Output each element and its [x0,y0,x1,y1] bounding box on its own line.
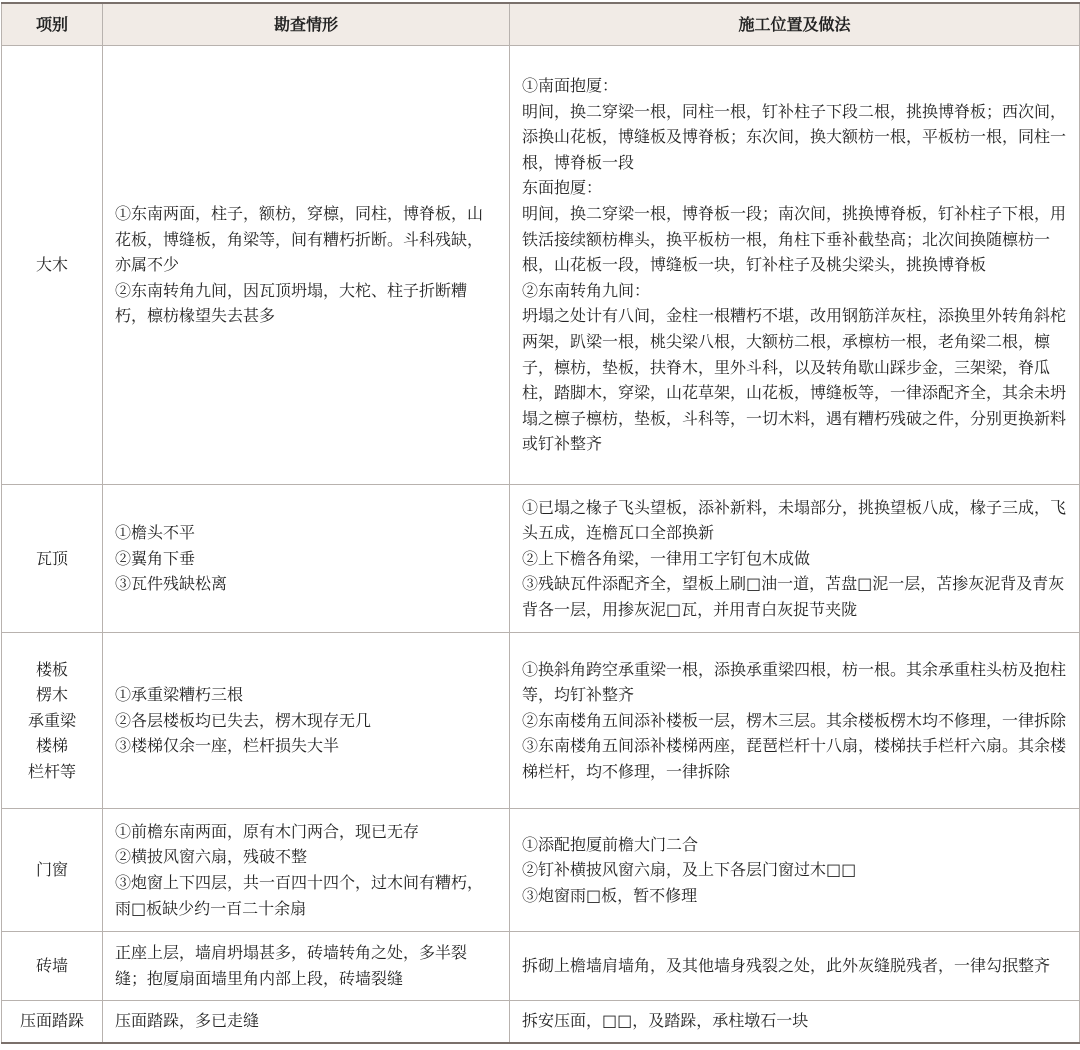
survey-text: ①东南两面，柱子，额枋，穿檩，同柱，博脊板，山花板，博缝板，角梁等，间有糟朽折断。斗科残缺，亦属不少 [115,204,484,275]
table-row [2,932,1080,1001]
survey-text: ②各层楼板均已失去，楞木现存无几 [115,710,372,730]
method-text: 明间，换二穿梁一根，同柱一根，钉补柱子下段二根，挑换博脊板；西次间，添换山花板，博缝板及博脊板；东次间，换大额枋一根，平板枋一根，同柱一根，博脊板一段 [522,101,1067,172]
table-row [2,809,1080,932]
method-text: ③东南楼角五间添补楼梯两座，琵琶栏杆十八扇，楼梯扶手栏杆六扇。其余楼梯栏杆，均不修理，一律拆除 [522,736,1067,781]
method-cell [510,809,1080,932]
category-cell [2,633,103,809]
category-label: 砖墙 [35,956,68,976]
survey-text: ③炮窗上下四层，共一百四十四个，过木间有糟朽，雨□板缺少约一百二十余扇 [115,873,484,918]
header-survey: 勘查情形 [103,3,510,46]
category-label: 承重梁 [27,710,76,730]
survey-text: ②东南转角九间，因瓦顶坍塌，大柁、柱子折断糟朽，檩枋椽望失去甚多 [115,280,468,326]
method-text: ②东南转角九间： [522,280,651,300]
category-label: 瓦顶 [35,548,68,568]
category-cell [2,485,103,633]
category-label: 楼板 [35,659,68,679]
category-cell [2,1001,103,1043]
method-text: ②上下檐各角梁，一律用工字钉包木成做 [522,548,811,568]
method-cell [510,932,1080,1001]
survey-cell [103,633,510,809]
method-text: ①南面抱厦： [522,76,619,96]
category-label: 楞木 [35,685,68,705]
category-label: 压面踏跺 [19,1011,84,1031]
survey-cell [103,485,510,633]
method-text: 坍塌之处计有八间，金柱一根糟朽不堪，改用钢筋洋灰柱，添换里外转角斜柁两架，趴梁一根，桃尖梁八根，大额枋二根，承檩枋一根，老角梁二根，檩子，檩枋，垫板，扶脊木，里外斗科，以及转角歇山踩步金，三架梁，脊瓜柱，踏脚木，穿梁，山花草架，山花板，博缝板等，一律添配齐全，其余未坍塌之檩子檩枋，垫板，斗科等，一切木料，遇有糟朽残破之件，分别更换新料或钉补整齐 [522,306,1067,454]
method-text: 明间，换二穿梁一根，博脊板一段；南次间，挑换博脊板，钉补柱子下根，用铁活接续额枋榫头，换平板枋一根，角柱下垂补截垫高；北次间换随檩枋一根，山花板一段，博缝板一块，钉补柱子及桃尖梁头，挑换博脊板 [522,204,1067,275]
survey-text: ③楼梯仅余一座，栏杆损失大半 [115,736,340,756]
table-row [2,46,1080,485]
method-cell [510,1001,1080,1043]
header-row [2,3,1080,46]
table-row [2,633,1080,809]
survey-text: 压面踏跺，多已走缝 [115,1011,260,1031]
header-method: 施工位置及做法 [510,3,1080,46]
table-row [2,485,1080,633]
method-text: ③残缺瓦件添配齐全，望板上刷□油一道，苫盘□泥一层，苫掺灰泥背及青灰背各一层，用掺灰泥□瓦，并用青白灰捉节夹陇 [522,574,1065,619]
method-text: ②钉补横披风窗六扇，及上下各层门窗过木□□ [522,860,857,880]
method-text: 拆安压面，□□，及踏跺，承柱墩石一块 [522,1011,809,1031]
category-label: 门窗 [35,860,68,880]
table-row [2,1001,1080,1043]
survey-cell [103,809,510,932]
survey-text: ②翼角下垂 [115,548,196,568]
header-category: 项别 [2,3,103,46]
survey-cell [103,932,510,1001]
survey-text: ②横披风窗六扇，残破不整 [115,847,308,867]
survey-cell [103,46,510,485]
method-text: ①换斜角跨空承重梁一根，添换承重梁四根，枋一根。其余承重柱头枋及抱柱等，均钉补整齐 [522,659,1067,705]
repair-table [1,2,1080,1044]
survey-cell [103,1001,510,1043]
method-cell [510,633,1080,809]
method-text: 东面抱厦： [522,178,603,198]
survey-text: ①承重梁糟朽三根 [115,685,244,705]
category-cell [2,932,103,1001]
method-text: 拆砌上檐墙肩墙角，及其他墙身残裂之处，此外灰缝脱残者，一律勾抿整齐 [522,956,1051,976]
category-cell [2,809,103,932]
survey-text: ①前檐东南两面，原有木门两合，现已无存 [115,821,420,841]
category-label: 栏杆等 [27,761,76,781]
category-label: 大木 [35,255,68,275]
method-text: ①已塌之椽子飞头望板，添补新料，未塌部分，挑换望板八成，椽子三成，飞头五成，连檐瓦口全部换新 [522,497,1067,543]
method-text: ③炮窗雨□板，暂不修理 [522,885,698,905]
survey-text: 正座上层，墙肩坍塌甚多，砖墙转角之处，多半裂缝；抱厦扇面墙里角内部上段，砖墙裂缝 [115,943,468,988]
category-cell [2,46,103,485]
method-text: ②东南楼角五间添补楼板一层，楞木三层。其余楼板楞木均不修理，一律拆除 [522,710,1067,730]
method-text: ①添配抱厦前檐大门二合 [522,834,699,854]
survey-text: ①檐头不平 [115,523,196,543]
method-cell [510,485,1080,633]
survey-text: ③瓦件残缺松离 [115,574,228,594]
method-cell [510,46,1080,485]
category-label: 楼梯 [35,736,68,756]
